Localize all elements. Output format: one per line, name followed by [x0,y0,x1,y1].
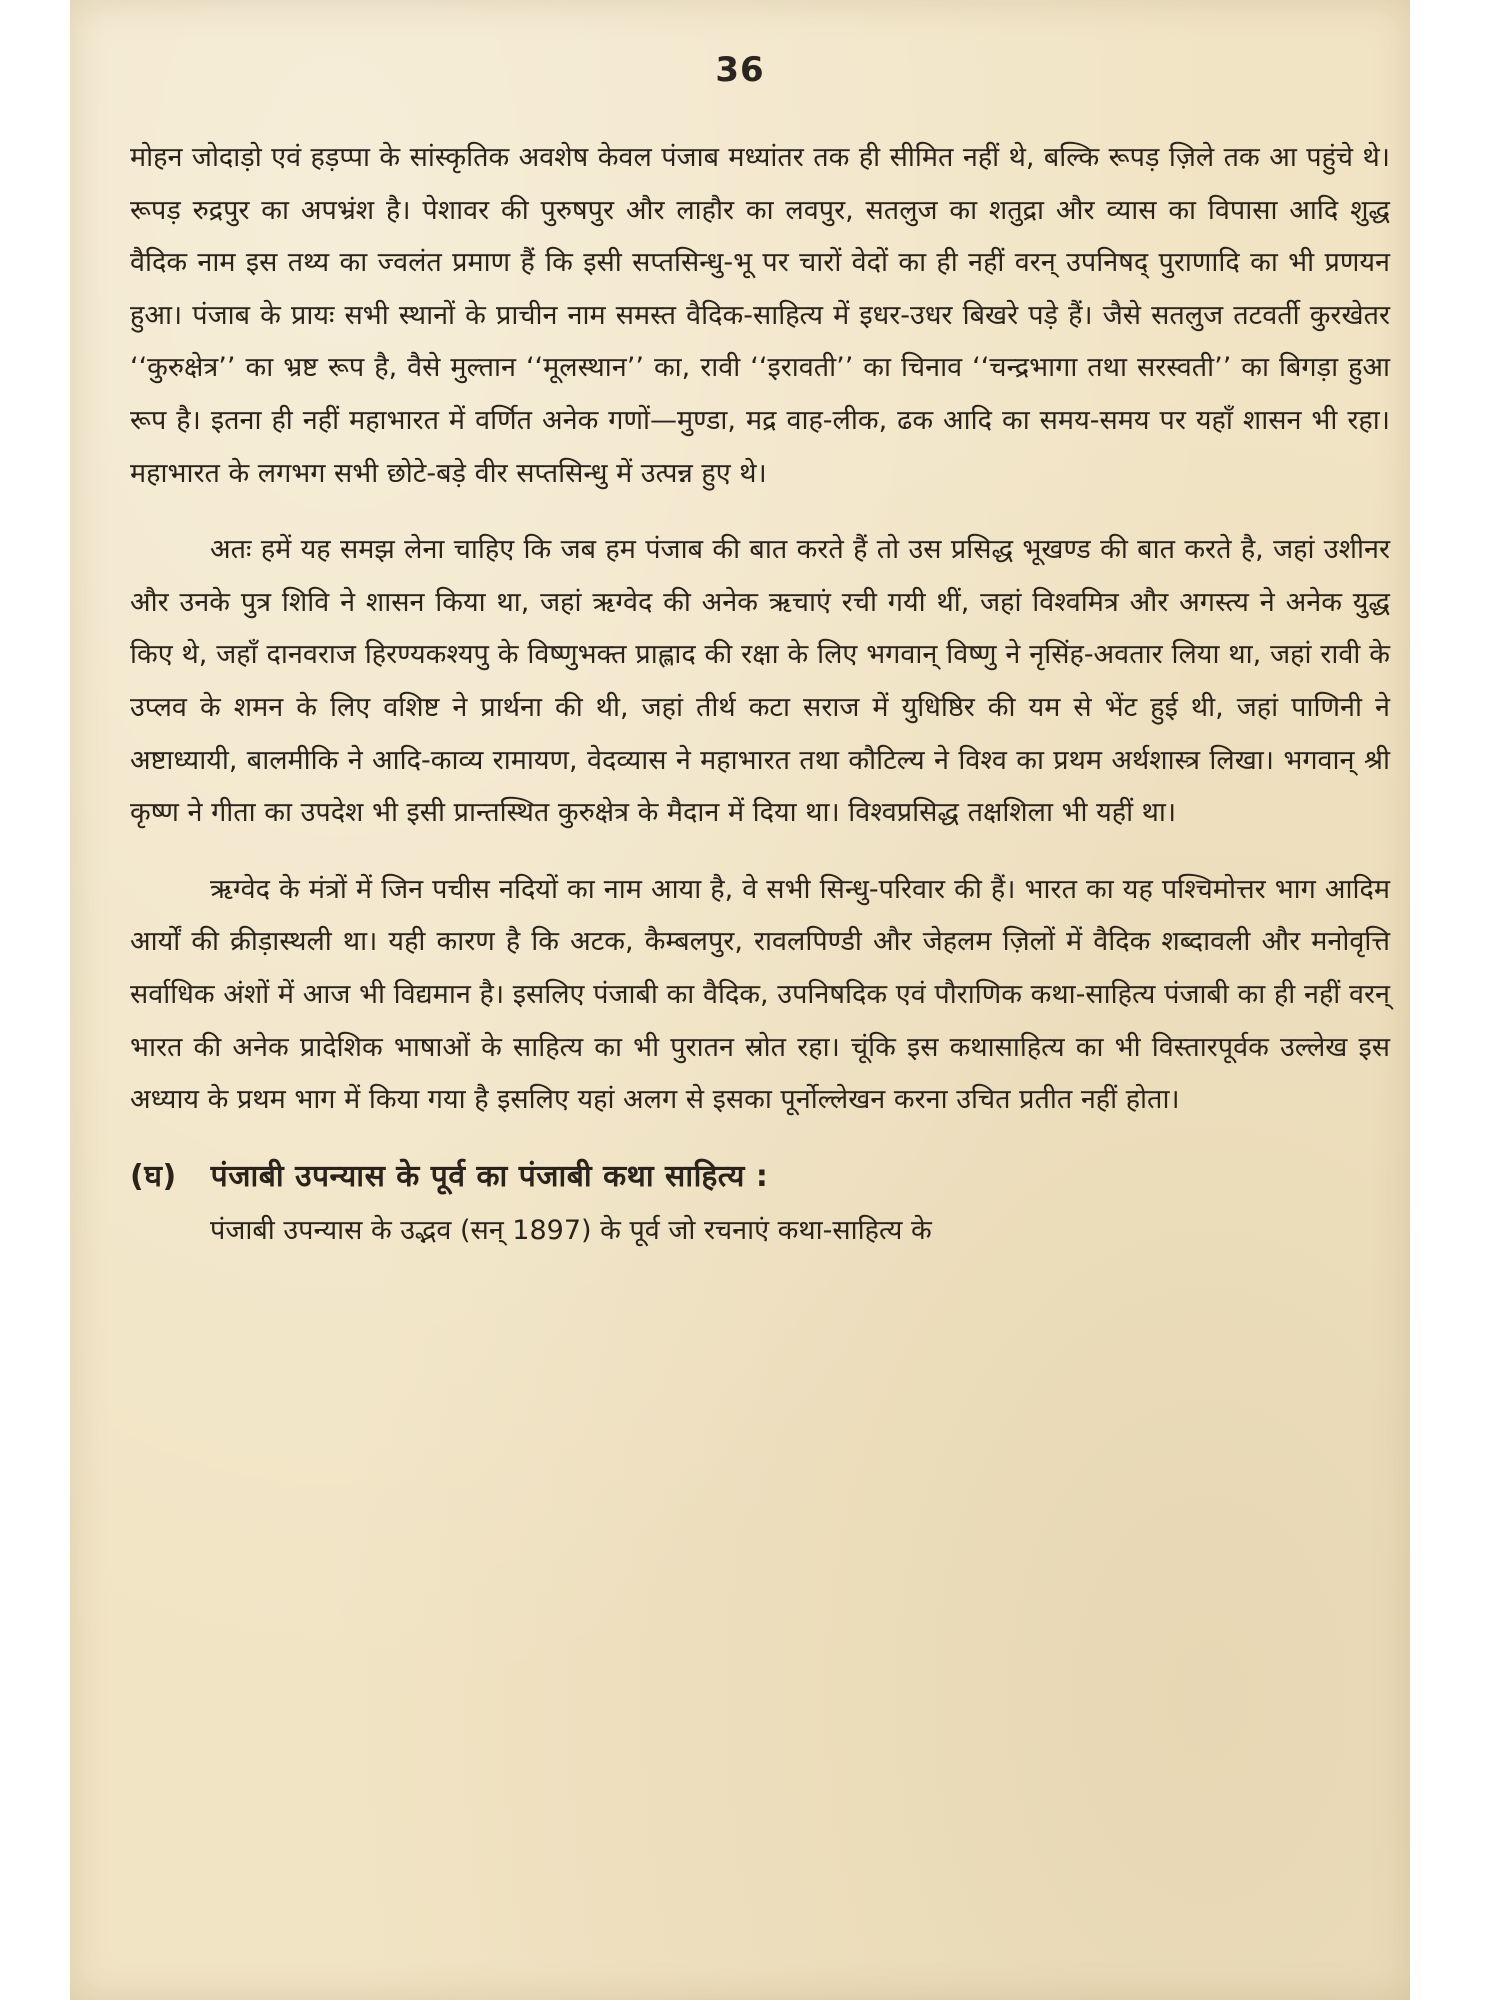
paragraph-1: मोहन जोदाड़ो एवं हड़प्पा के सांस्कृतिक अवशेष केवल पंजाब मध्यांतर तक ही सीमित नहीं थे, बल्कि रूपड़ ज़िले तक आ पहुंचे थे। रूपड़ रुद्रपुर का अपभ्रंश है। पेशावर की पुरुषपुर और लाहौर का लवपुर, सतलुज का शतुद्रा और व्यास का विपासा आदि शुद्ध वैदिक नाम इस तथ्य का ज्वलंत प्रमाण हैं कि इसी सप्तसिन्धु-भू पर चारों वेदों का ही नहीं वरन् उपनिषद् पुराणादि का भी प्रणयन हुआ। पंजाब के प्रायः सभी स्थानों के प्राचीन नाम समस्त वैदिक-साहित्य में इधर-उधर बिखरे पड़े हैं। जैसे सतलुज तटवर्ती कुरखेतर ‘‘कुरुक्षेत्र’’ का भ्रष्ट रूप है, वैसे मुल्तान ‘‘मूलस्थान’’ का, रावी ‘‘इरावती’’ का चिनाव ‘‘चन्द्रभागा तथा सरस्वती’’ का बिगड़ा हुआ रूप है। इतना ही नहीं महाभारत में वर्णित अनेक गणों—मुण्डा, मद्र वाह-लीक, ढक आदि का समय-समय पर यहाँ शासन भी रहा। महाभारत के लगभग सभी छोटे-बड़े वीर सप्तसिन्धु में उत्पन्न हुए थे। [130,142,1390,489]
page-body [130,132,1390,1257]
paragraph-2: अतः हमें यह समझ लेना चाहिए कि जब हम पंजाब की बात करते हैं तो उस प्रसिद्ध भूखण्ड की बात करते है, जहां उशीनर और उनके पुत्र शिवि ने शासन किया था, जहां ऋग्वेद की अनेक ऋचाएं रची गयी थीं, जहां विश्वमित्र और अगस्त्य ने अनेक युद्ध किए थे, जहाँ दानवराज हिरण्यकश्यपु के विष्णुभक्त प्राह्लाद की रक्षा के लिए भगवान् विष्णु ने नृसिंह-अवतार लिया था, जहां रावी के उप्लव के शमन के लिए वशिष्ट ने प्रार्थना की थी, जहां तीर्थ कटा सराज में युधिष्ठिर की यम से भेंट हुई थी, जहां पाणिनी ने अष्टाध्यायी, बालमीकि ने आदि-काव्य रामायण, वेदव्यास ने महाभारत तथा कौटिल्य ने विश्व का प्रथम अर्थशास्त्र लिखा। भगवान् श्री कृष्ण ने गीता का उपदेश भी इसी प्रान्तस्थित कुरुक्षेत्र के मैदान में दिया था। विश्वप्रसिद्ध तक्षशिला भी यहीं था। [130,534,1390,829]
paragraph-3: ऋग्वेद के मंत्रों में जिन पचीस नदियों का नाम आया है, वे सभी सिन्धु-परिवार की हैं। भारत का यह पश्चिमोत्तर भाग आदिम आर्यों की क्रीड़ास्थली था। यही कारण है कि अटक, कैम्बलपुर, रावलपिण्डी और जेहलम ज़िलों में वैदिक शब्दावली और मनोवृत्ति सर्वाधिक अंशों में आज भी विद्यमान है। इसलिए पंजाबी का वैदिक, उपनिषदिक एवं पौराणिक कथा-साहित्य पंजाबी का ही नहीं वरन् भारत की अनेक प्रादेशिक भाषाओं के साहित्य का भी पुरातन स्रोत रहा। चूंकि इस कथासाहित्य का भी विस्तारपूर्वक उल्लेख इस अध्याय के प्रथम भाग में किया गया है इसलिए यहां अलग से इसका पूर्नोल्लेखन करना उचित प्रतीत नहीं होता। [130,873,1390,1116]
page-number: 36 [715,50,765,90]
book-page [70,0,1410,2000]
paragraph-4: पंजाबी उपन्यास के उद्भव (सन् 1897) के पूर्व जो रचनाएं कथा-साहित्य के [210,1214,932,1246]
section-heading [130,1153,1390,1201]
section-marker: (घ) [130,1158,177,1194]
section-title: पंजाबी उपन्यास के पूर्व का पंजाबी कथा साहित्य : [210,1158,769,1194]
